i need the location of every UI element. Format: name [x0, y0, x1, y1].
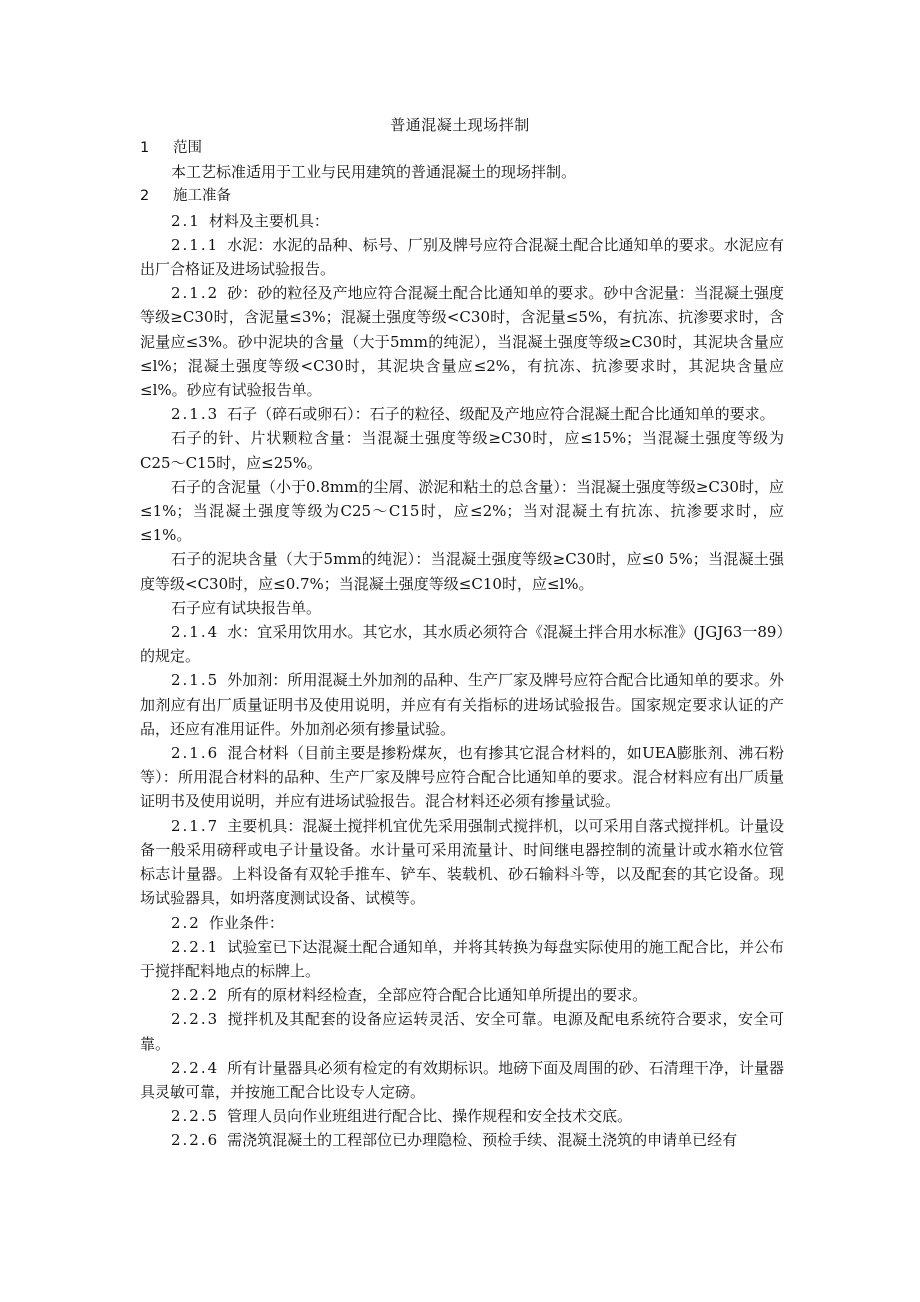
clause-number: 2.1.5	[171, 671, 220, 690]
clause-2-1-3	[140, 402, 784, 426]
clause-text: 需浇筑混凝土的工程部位已办理隐检、预检手续、混凝土浇筑的申请单已经有	[227, 1131, 738, 1150]
clause-number: 2.2.2	[171, 986, 220, 1005]
clause-number: 2.1.6	[171, 744, 220, 763]
clause-number: 2.1.3	[171, 405, 220, 424]
section-heading-2	[140, 184, 784, 208]
clause-number: 2.1	[171, 211, 201, 230]
clause-text: 所有的原材料经检查，全部应符合配合比通知单所提出的要求。	[227, 986, 648, 1005]
clause-text: 砂：砂的粒径及产地应符合混凝土配合比通知单的要求。砂中含泥量：当混凝土强度等级≥C30时，含泥量≤3%；混凝土强度等级<C30时，含泥量≤5%，有抗冻、抗渗要求时，含泥量应≤3%。砂中泥块的含量（大于5mm的纯泥），当混凝土强度等级≥C30时，其泥块含量应≤l%；混凝土强度等级<C30时，其泥块含量应≤2%，有抗冻、抗渗要求时，其泥块含量应≤l%。砂应有试验报告单。	[140, 284, 784, 400]
clause-text: 混合材料（目前主要是掺粉煤灰，也有掺其它混合材料的，如UEA膨胀剂、沸石粉等）：所用混合材料的品种、生产厂家及牌号应符合配合比通知单的要求。混合材料应有出厂质量证明书及使用说明，并应有进场试验报告。混合材料还必须有掺量试验。	[140, 744, 784, 811]
paragraph-stone-flaky: 石子的针、片状颗粒含量：当混凝土强度等级≥C30时，应≤15%；当混凝土强度等级为C25～C15时，应≤25%。	[140, 429, 784, 472]
clause-text: 主要机具：混凝土搅拌机宜优先采用强制式搅拌机，以可采用自落式搅拌机。计量设备一般采用磅秤或电子计量设备。水计量可采用流量计、时间继电器控制的流量计或水箱水位管标志计量器。上料设备有双轮手推车、铲车、装载机、砂石输料斗等，以及配套的其它设备。现场试验器具，如坍落度测试设备、试模等。	[140, 816, 784, 908]
clause-2-1-2	[140, 281, 784, 402]
clause-2-2-2	[140, 983, 784, 1007]
section-heading-1	[140, 136, 784, 160]
paragraph-stone-clay-lumps: 石子的泥块含量（大于5mm的纯泥）：当混凝土强度等级≥C30时，应≤0 5%；当混凝土强度等级<C30时，应≤0.7%；当混凝土强度等级≤C10时，应≤l%。	[140, 550, 784, 593]
clause-number: 2.2	[171, 913, 201, 932]
clause-2-1-6	[140, 741, 784, 814]
section-number: 2	[140, 188, 150, 205]
clause-2-1-1	[140, 233, 784, 281]
clause-2-2-3	[140, 1007, 784, 1055]
clause-2-1-7	[140, 814, 784, 911]
clause-number: 2.2.6	[171, 1131, 220, 1150]
clause-text: 外加剂：所用混凝土外加剂的品种、生产厂家及牌号应符合配合比通知单的要求。外加剂应有出厂质量证明书及使用说明，并应有有关指标的进场试验报告。国家规定要求认证的产品，还应有准用证件。外加剂必须有掺量试验。	[140, 671, 784, 738]
section-title: 施工准备	[173, 188, 231, 205]
clause-text: 水泥：水泥的品种、标号、厂别及牌号应符合混凝土配合比通知单的要求。水泥应有出厂合格证及进场试验报告。	[140, 235, 784, 279]
clause-text: 所有计量器具必须有检定的有效期标识。地磅下面及周围的砂、石清理干净，计量器具灵敏可靠，并按施工配合比设专人定磅。	[140, 1058, 784, 1101]
paragraph-stone-report: 石子应有试块报告单。	[171, 598, 322, 617]
clause-number: 2.2.5	[171, 1107, 220, 1126]
document-body	[140, 136, 784, 1153]
clause-number: 2.2.1	[171, 937, 220, 956]
section-number: 1	[140, 140, 150, 156]
subsection-2-1	[140, 209, 784, 233]
clause-text: 管理人员向作业班组进行配合比、操作规程和安全技术交底。	[227, 1107, 633, 1126]
section-title: 范围	[173, 140, 202, 156]
subsection-2-2	[140, 911, 784, 935]
clause-2-2-5	[140, 1104, 784, 1128]
clause-number: 2.1.1	[171, 235, 220, 254]
clause-number: 2.2.3	[171, 1010, 220, 1029]
clause-2-1-4	[140, 620, 784, 668]
clause-text: 水：宜采用饮用水。其它水，其水质必须符合《混凝土拌合用水标准》(JGJ63一89）的规定。	[140, 623, 784, 666]
clause-text: 作业条件：	[208, 913, 284, 932]
clause-number: 2.1.2	[171, 284, 220, 303]
page-title: 普通混凝土现场拌制	[390, 116, 530, 134]
clause-number: 2.2.4	[171, 1058, 220, 1077]
clause-2-2-6	[140, 1128, 784, 1152]
clause-2-2-1	[140, 935, 784, 983]
clause-text: 材料及主要机具：	[208, 211, 329, 230]
clause-text: 试验室已下达混凝土配合通知单，并将其转换为每盘实际使用的施工配合比，并公布于搅拌配料地点的标牌上。	[140, 937, 784, 980]
clause-text: 石子（碎石或卵石）：石子的粒径、级配及产地应符合混凝土配合比通知单的要求。	[227, 405, 775, 424]
paragraph-stone-silt: 石子的含泥量（小于0.8mm的尘屑、淤泥和粘土的总含量）：当混凝土强度等级≥C30时，应≤1%；当混凝土强度等级为C25～C15时，应≤2%；当对混凝土有抗冻、抗渗要求时，应≤1%。	[140, 477, 784, 545]
clause-number: 2.1.4	[171, 623, 220, 642]
clause-number: 2.1.7	[171, 816, 220, 835]
paragraph-scope: 本工艺标准适用于工业与民用建筑的普通混凝土的现场拌制。	[171, 163, 577, 182]
clause-2-1-5	[140, 668, 784, 741]
clause-text: 搅拌机及其配套的设备应运转灵活、安全可靠。电源及配电系统符合要求，安全可靠。	[140, 1010, 784, 1053]
clause-2-2-4	[140, 1056, 784, 1104]
